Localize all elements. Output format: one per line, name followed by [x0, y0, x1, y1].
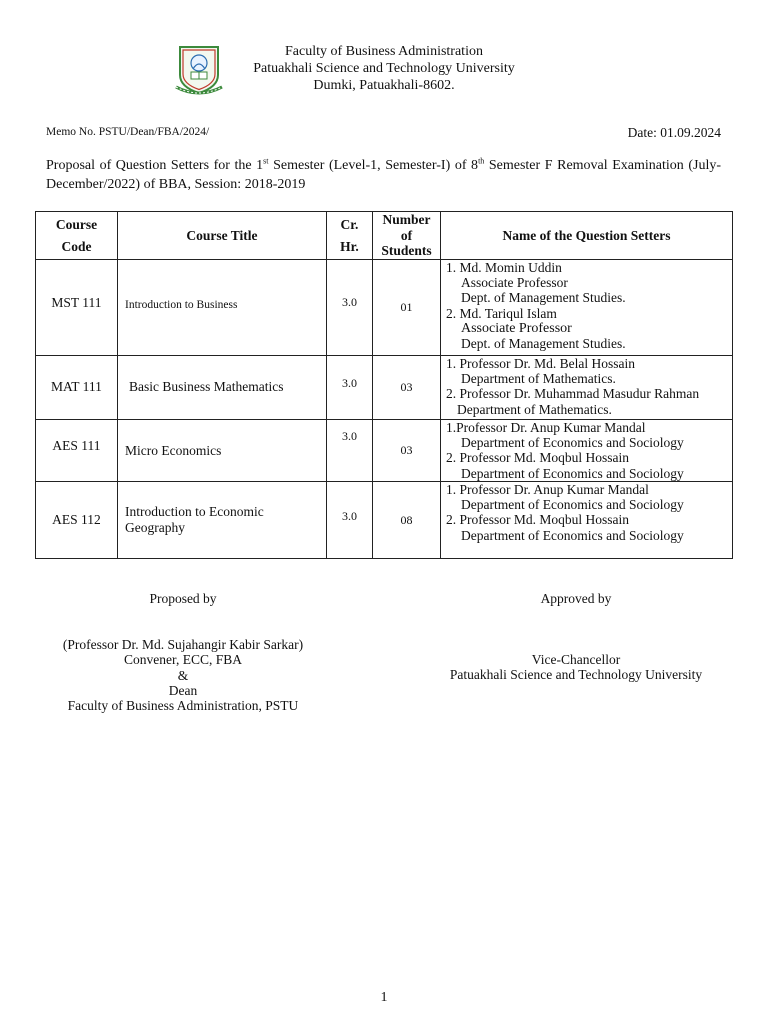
- setter-department: Department of Economics and Sociology: [461, 435, 684, 451]
- student-count: 03: [373, 356, 441, 420]
- course-code: MST 111: [36, 260, 118, 356]
- header-number-of-students: Number of Students: [373, 212, 441, 260]
- approver-university: Patuakhali Science and Technology University: [449, 667, 703, 683]
- university-name: Patuakhali Science and Technology University: [253, 61, 515, 76]
- course-title: Basic Business Mathematics: [118, 356, 327, 420]
- ampersand: &: [177, 667, 189, 683]
- header-course-code: Course Code: [36, 212, 118, 260]
- memo-number: Memo No. PSTU/Dean/FBA/2024/: [46, 126, 210, 138]
- university-address: Dumki, Patuakhali-8602.: [313, 78, 455, 93]
- course-title: Introduction to Economic Geography: [118, 482, 327, 559]
- table-row: [36, 356, 733, 420]
- credit-hour: 3.0: [327, 356, 373, 420]
- page-number: 1: [380, 990, 388, 1005]
- setter-department: Department of Economics and Sociology: [461, 527, 684, 543]
- question-setters: [441, 482, 733, 559]
- proposer-faculty: Faculty of Business Administration, PSTU: [67, 698, 299, 714]
- approver-role: Vice-Chancellor: [531, 652, 621, 667]
- course-title: Introduction to Business: [118, 260, 327, 356]
- header-credit-hour: Cr. Hr.: [327, 212, 373, 260]
- setter-department: Dept. of Management Studies.: [461, 336, 626, 352]
- setter-name: 1. Md. Momin Uddin: [446, 260, 562, 275]
- setter-name: 2. Professor Md. Moqbul Hossain: [446, 512, 630, 528]
- question-setters: [441, 260, 733, 356]
- question-setters: [441, 420, 733, 482]
- proposer-name: (Professor Dr. Md. Sujahangir Kabir Sarkar): [62, 637, 304, 652]
- table-row: [36, 420, 733, 482]
- proposer-role: Convener, ECC, FBA: [124, 652, 242, 668]
- credit-hour: 3.0: [327, 420, 373, 482]
- table-row: [36, 482, 733, 559]
- setter-department: Department of Economics and Sociology: [461, 497, 684, 513]
- course-code: AES 111: [36, 420, 118, 482]
- setter-department: Dept. of Management Studies.: [461, 290, 626, 306]
- table-header-row: [36, 212, 733, 260]
- header-course-title: Course Title: [118, 212, 327, 260]
- setter-designation: Associate Professor: [461, 275, 568, 291]
- course-code: MAT 111: [36, 356, 118, 420]
- student-count: 01: [373, 260, 441, 356]
- setter-department: Department of Economics and Sociology: [461, 465, 684, 481]
- table-row: [36, 260, 733, 356]
- student-count: 03: [373, 420, 441, 482]
- proposed-by-label: Proposed by: [149, 591, 217, 606]
- setter-name: 1. Professor Dr. Anup Kumar Mandal: [446, 482, 649, 497]
- setter-name: 1.Professor Dr. Anup Kumar Mandal: [446, 420, 646, 435]
- setter-name: 1. Professor Dr. Md. Belal Hossain: [446, 356, 635, 371]
- credit-hour: 3.0: [327, 482, 373, 559]
- setter-designation: Associate Professor: [461, 320, 572, 336]
- setter-name: 2. Professor Dr. Muhammad Masudur Rahman: [446, 386, 700, 402]
- course-title: Micro Economics: [118, 420, 327, 482]
- header-question-setters: Name of the Question Setters: [441, 212, 733, 260]
- setter-name: 2. Md. Tariqul Islam: [446, 305, 557, 321]
- credit-hour: 3.0: [327, 260, 373, 356]
- setter-department: Department of Mathematics.: [461, 371, 616, 387]
- question-setters: [441, 356, 733, 420]
- memo-date: Date: 01.09.2024: [627, 125, 721, 140]
- proposer-dean-title: Dean: [168, 682, 198, 698]
- setter-name: 2. Professor Md. Moqbul Hossain: [446, 450, 630, 466]
- course-code: AES 112: [36, 482, 118, 559]
- question-setters-table: [35, 211, 733, 559]
- proposer-signature-block: [33, 637, 333, 713]
- proposal-text: Proposal of Question Setters for the 1st Semester (Level-1, Semester-I) of 8th Semester F Removal Examination (July-December/2022) of BBA, Session: 2018-2019: [46, 156, 721, 192]
- faculty-name: Faculty of Business Administration: [285, 44, 483, 59]
- approver-signature-block: [426, 652, 726, 683]
- approved-by-label: Approved by: [540, 591, 612, 606]
- student-count: 08: [373, 482, 441, 559]
- setter-department: Department of Mathematics.: [457, 401, 612, 417]
